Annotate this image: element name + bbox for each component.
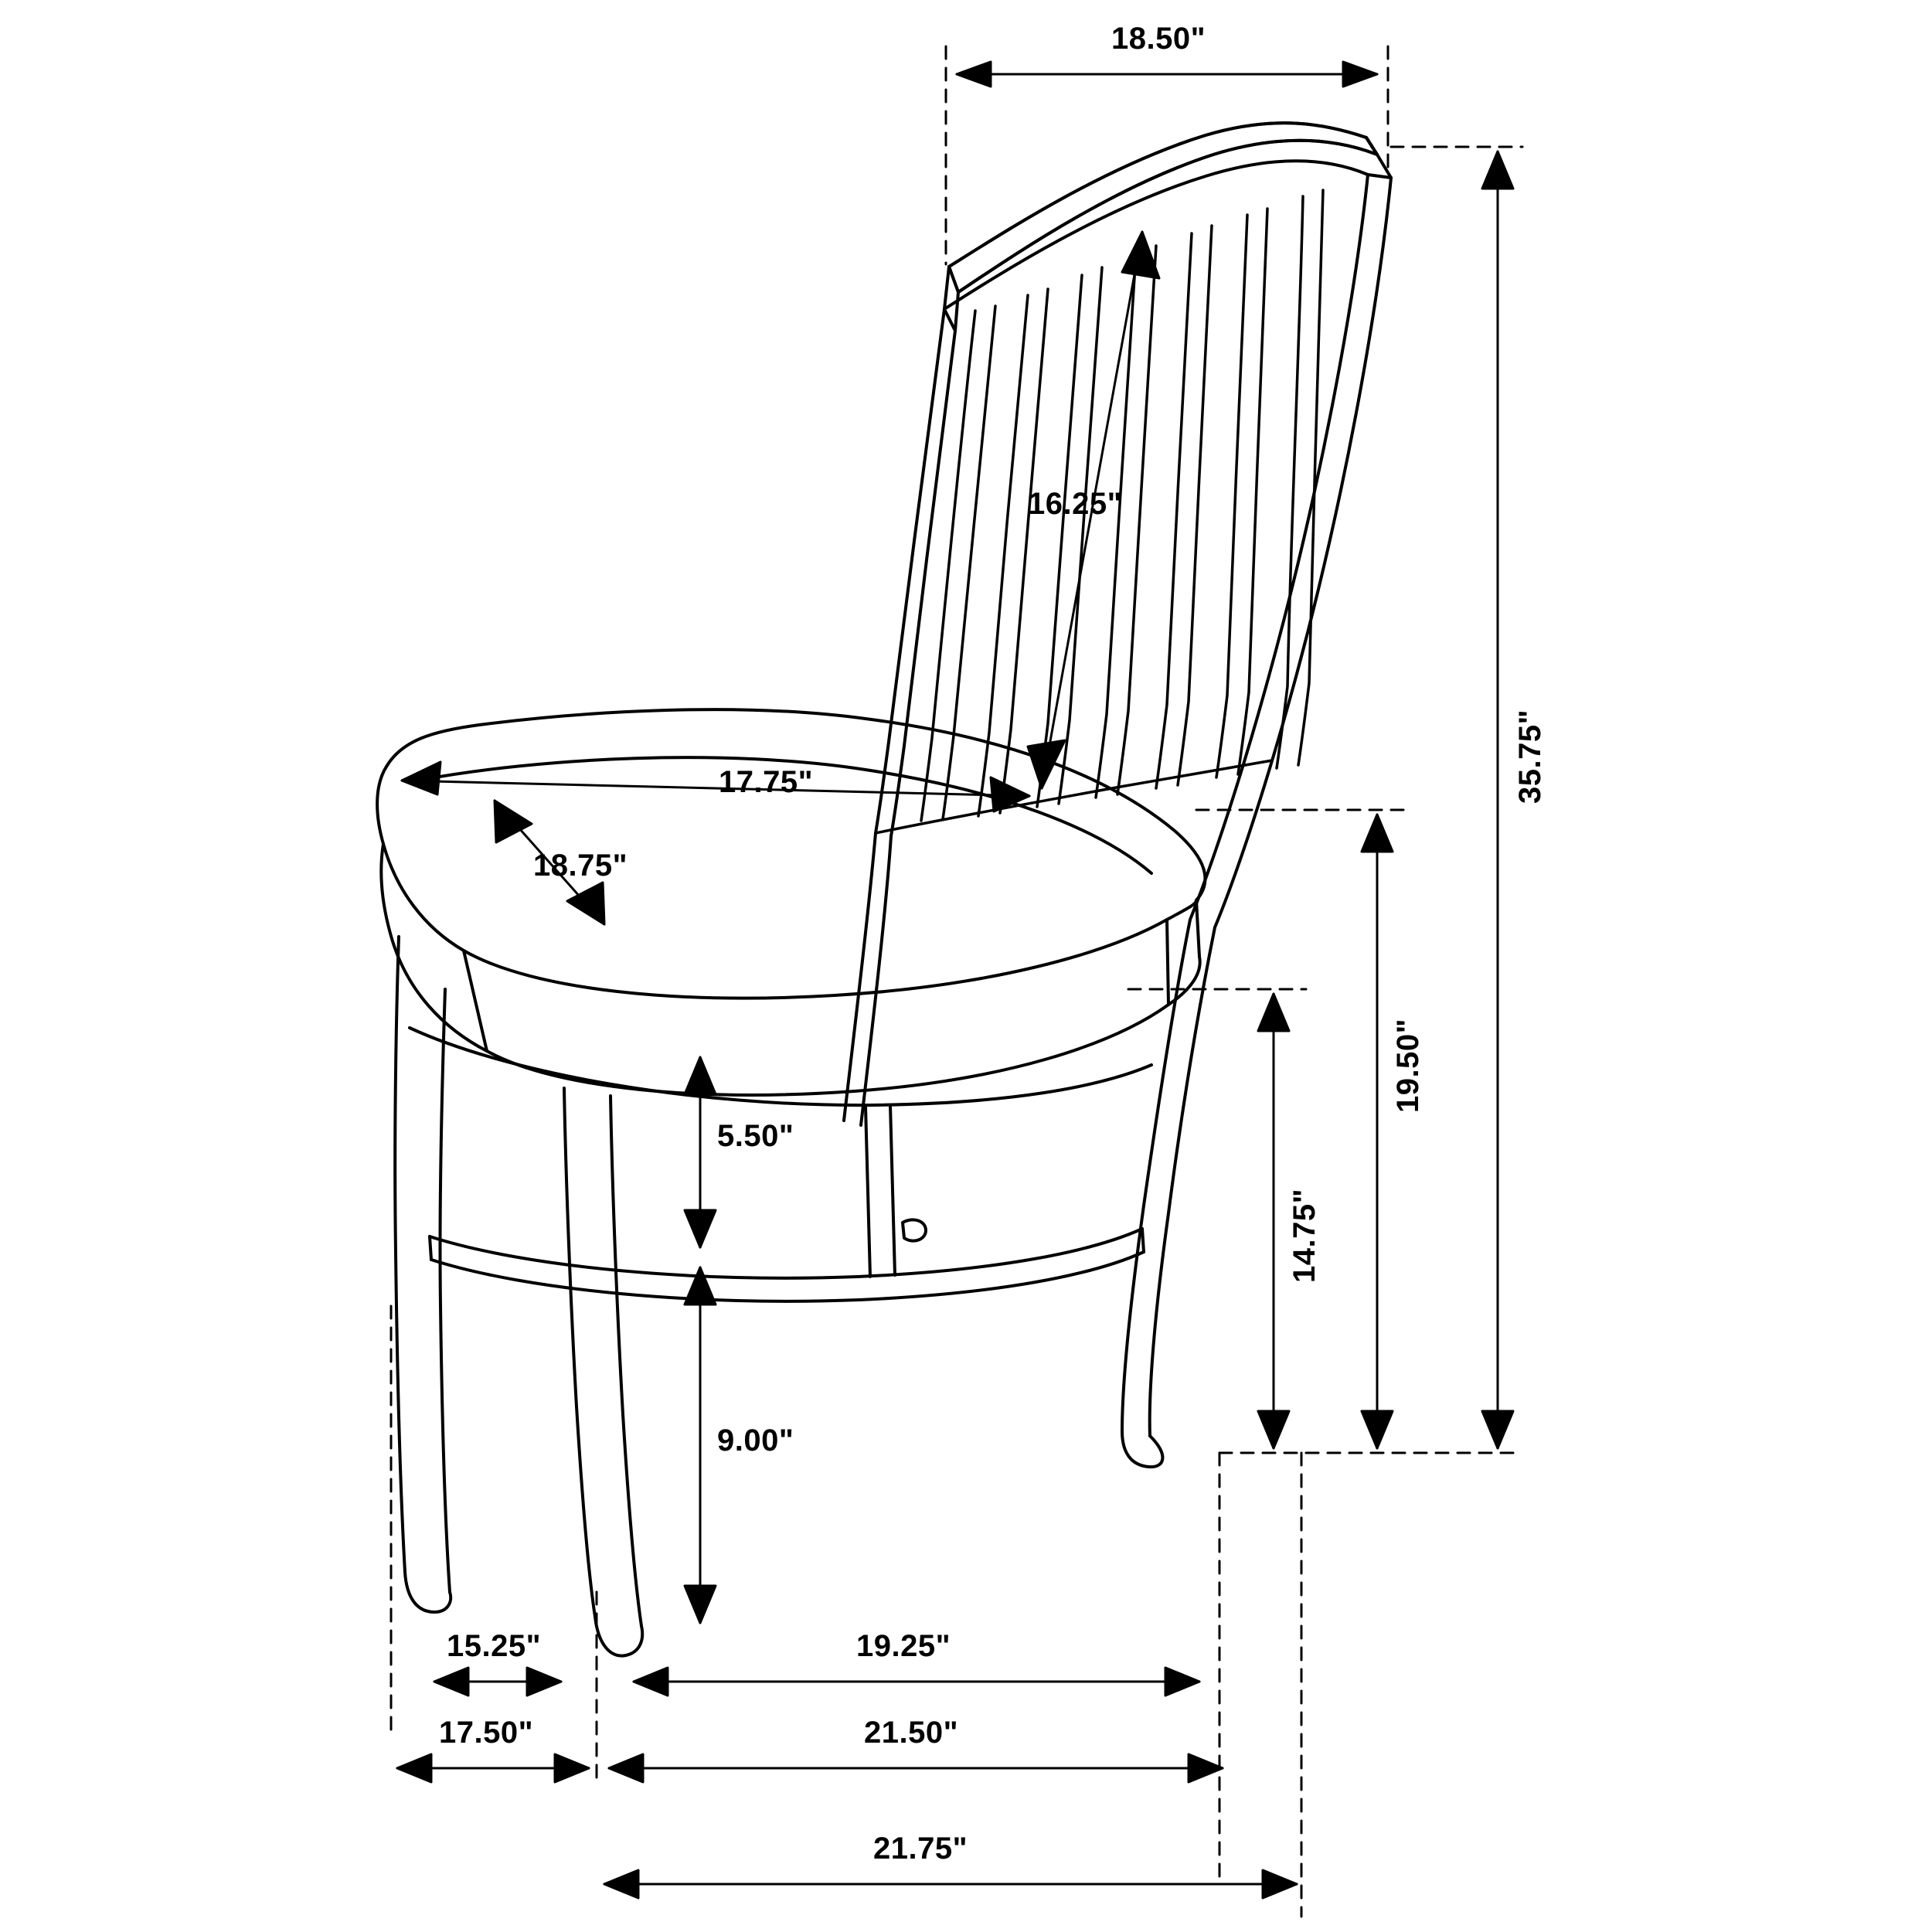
dimension-label-seat-depth: 18.75" — [533, 849, 628, 883]
dimension-label-back-width: 18.50" — [1111, 22, 1206, 56]
dimension-label-seat-width: 17.75" — [719, 765, 814, 799]
chair-rear-leg-far — [844, 833, 891, 1125]
chair-front-leg-right — [564, 1088, 642, 1656]
dimension-label-seat-height: 14.75" — [1287, 1188, 1321, 1283]
dimension-label-base-front-depth: 21.50" — [864, 1716, 959, 1750]
dimension-label-lower-rail-height: 9.00" — [717, 1423, 794, 1458]
chair-crest-rail — [944, 123, 1377, 331]
dimension-label-seat-to-back-top: 16.25" — [1028, 487, 1123, 521]
chair-stretchers — [410, 1028, 1151, 1301]
dimension-label-seat-front-depth: 19.25" — [856, 1629, 951, 1663]
dimension-label-base-rear-depth: 17.50" — [439, 1716, 534, 1750]
dimension-label-overall-depth: 21.75" — [873, 1832, 968, 1866]
dimension-label-overall-height: 35.75" — [1513, 709, 1547, 804]
chair-front-leg-left — [395, 937, 451, 1612]
dimension-label-front-leg-offset: 15.25" — [447, 1629, 542, 1663]
dimension-label-seat-back-height: 19.50" — [1391, 1018, 1425, 1113]
dimension-label-stretcher-height: 5.50" — [717, 1119, 794, 1153]
chair-rear-leg-near — [1122, 1431, 1162, 1467]
